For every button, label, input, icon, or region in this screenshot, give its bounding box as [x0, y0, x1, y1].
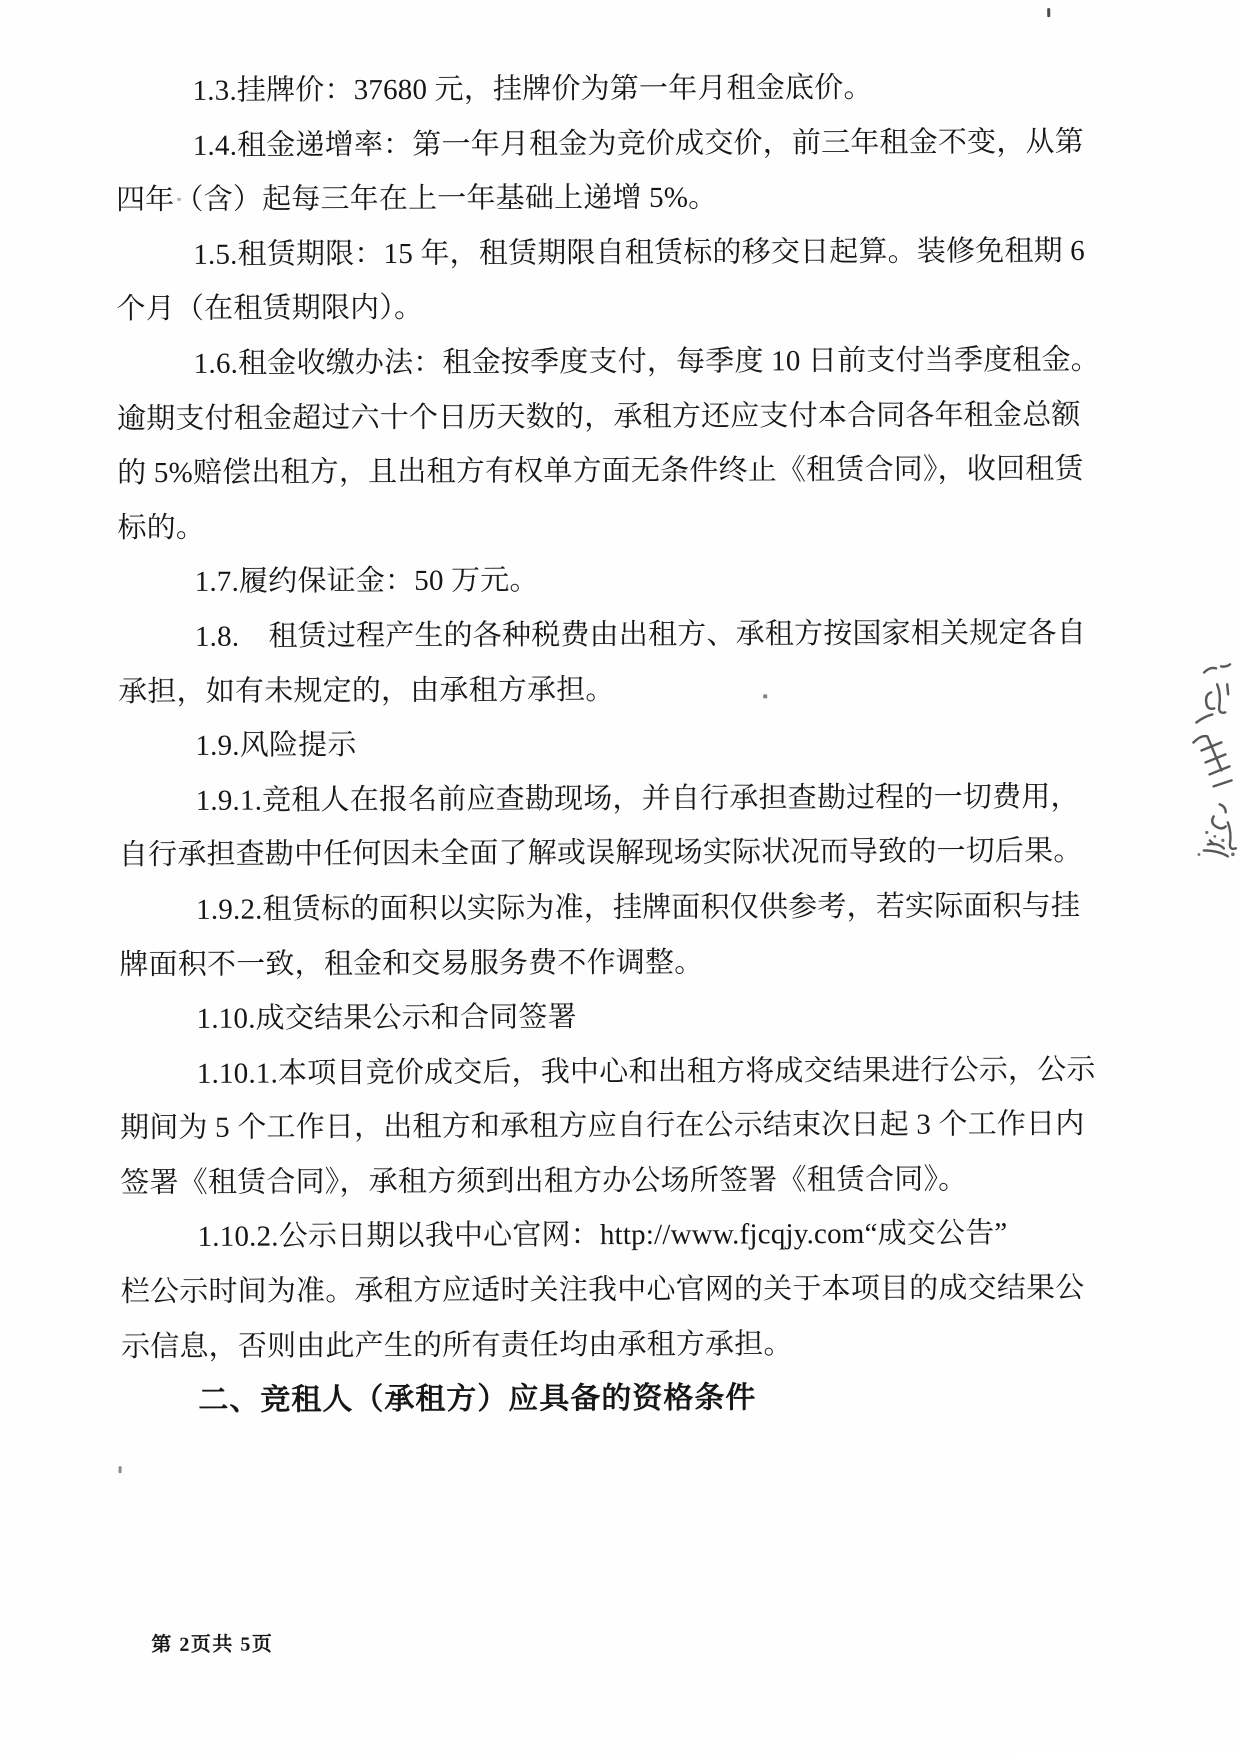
handwritten-margin-marks [1149, 592, 1241, 882]
doc-line: 1.9.1.竞租人在报名前应查勘现场，并自行承担查勘过程的一切费用， [195, 780, 1080, 817]
doc-line: 1.7.履约保证金：50 万元。 [194, 564, 539, 599]
doc-line: 自行承担查勘中任何因未全面了解或误解现场实际状况而导致的一切后果。 [118, 835, 1083, 872]
doc-line: 逾期支付租金超过六十个日历天数的，承租方还应支付本合同各年租金总额 [116, 398, 1081, 435]
doc-line: 期间为 5 个工作日，出租方和承租方应自行在公示结束次日起 3 个工作日内 [120, 1108, 1085, 1145]
doc-line: 承担，如有未规定的，由承租方承担。 [118, 673, 615, 708]
doc-line: 个月（在租赁期限内）。 [116, 292, 424, 326]
doc-line: 1.10.2.公示日期以我中心官网：http://www.fjcqjy.com“成交公告” [197, 1217, 1008, 1254]
doc-line: 示信息，否则由此产生的所有责任均由承租方承担。 [120, 1327, 793, 1363]
scan-artifact-dot [1047, 8, 1050, 17]
document-body [115, 60, 1131, 1429]
doc-line: 标的。 [117, 511, 206, 544]
doc-line: 栏公示时间为准。承租方应适时关注我中心官网的关于本项目的成交结果公 [120, 1272, 1085, 1309]
doc-line: 1.4.租金递增率：第一年月租金为竞价成交价，前三年租金不变，从第 [192, 125, 1084, 162]
doc-line: 的 5%赔偿出租方，且出租方有权单方面无条件终止《租赁合同》，收回租赁 [117, 453, 1084, 490]
scan-artifact-dot [119, 1466, 122, 1473]
doc-line: 四年（含）起每三年在上一年基础上递增 5%。 [115, 181, 718, 217]
doc-line: 1.5.租赁期限：15 年，租赁期限自租赁标的移交日起算。装修免租期 6 [193, 234, 1086, 271]
doc-line: 1.9.风险提示 [195, 729, 357, 762]
section-heading: 二、竞租人（承租方）应具备的资格条件 [198, 1381, 757, 1418]
doc-line: 1.3.挂牌价：37680 元，挂牌价为第一年月租金底价。 [192, 71, 873, 107]
page-number: 第 2页共 5页 [151, 1633, 274, 1657]
scan-artifact-dot [177, 198, 181, 201]
doc-line: 1.10.1.本项目竞价成交后，我中心和出租方将成交结果进行公示，公示 [196, 1053, 1096, 1090]
doc-line: 1.10.成交结果公示和合同签署 [196, 1001, 577, 1035]
scan-artifact-dot [763, 694, 767, 698]
doc-line: 牌面积不一致，租金和交易服务费不作调整。 [119, 946, 704, 981]
doc-line: 1.9.2.租赁标的面积以实际为准，挂牌面积仅供参考，若实际面积与挂 [196, 889, 1081, 926]
doc-line: 1.6.租金收缴办法：租金按季度支付，每季度 10 日前支付当季度租金。 [193, 343, 1101, 380]
doc-line: 1.8. 租赁过程产生的各种税费由出租方、承租方按国家相关规定各自 [194, 616, 1087, 653]
doc-line: 签署《租赁合同》，承租方须到出租方办公场所签署《租赁合同》。 [120, 1163, 968, 1200]
